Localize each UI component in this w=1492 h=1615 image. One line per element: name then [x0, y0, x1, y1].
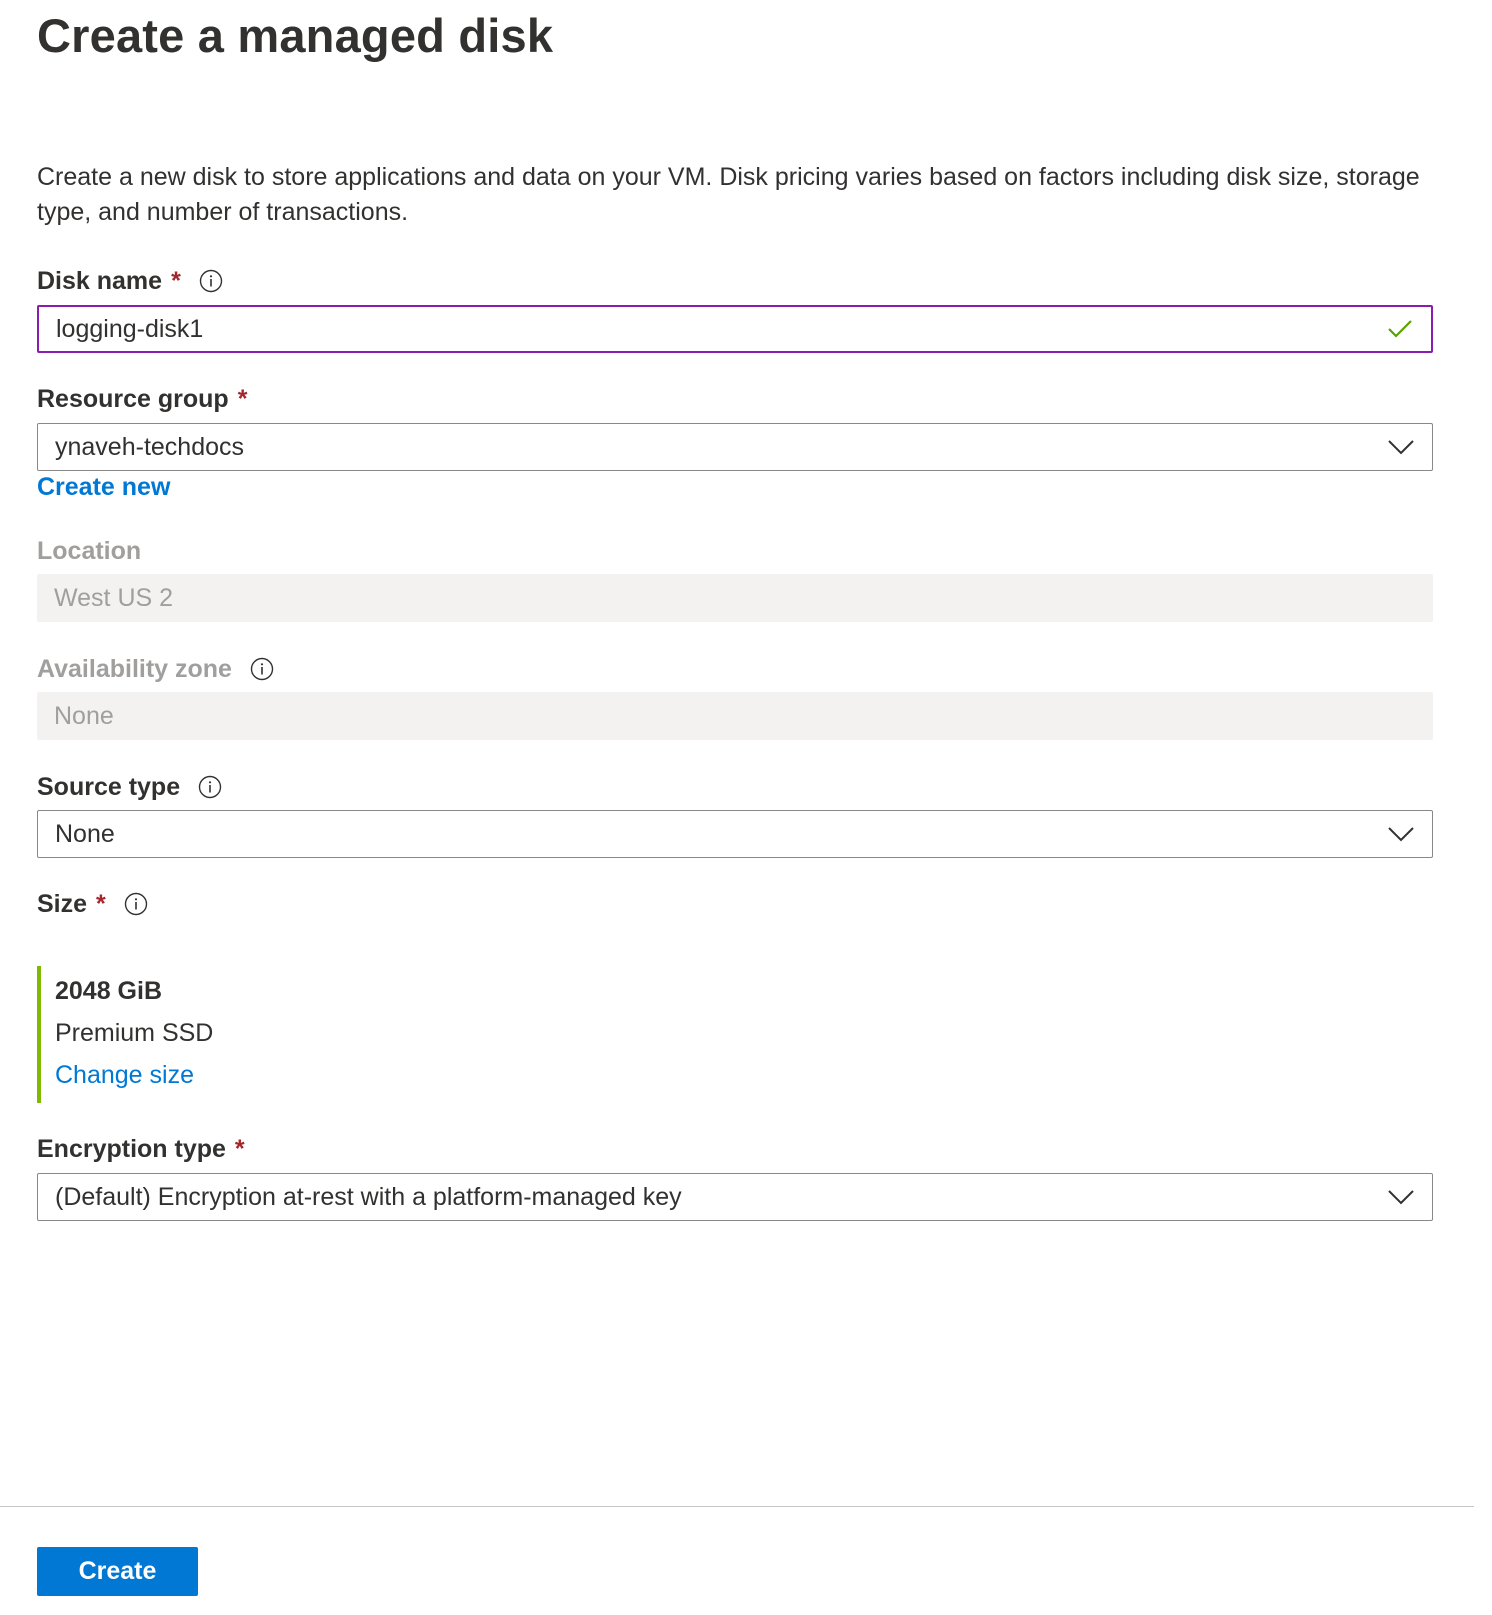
location-label: Location	[37, 536, 142, 565]
checkmark-icon	[1385, 314, 1415, 344]
availability-zone-field	[37, 692, 1433, 740]
resource-group-value: ynaveh-techdocs	[55, 432, 245, 461]
info-icon[interactable]	[198, 775, 222, 799]
size-summary	[37, 966, 437, 1103]
location-value: West US 2	[54, 583, 174, 612]
location-field	[37, 574, 1433, 622]
source-type-dropdown[interactable]	[37, 810, 1433, 858]
encryption-type-label-row	[37, 1132, 245, 1166]
disk-name-label-row	[37, 264, 223, 298]
chevron-down-icon	[1386, 819, 1416, 849]
change-size-link[interactable]: Change size	[55, 1061, 194, 1089]
create-button[interactable]: Create	[37, 1547, 198, 1596]
encryption-type-dropdown[interactable]	[37, 1173, 1433, 1221]
availability-zone-label-row	[37, 652, 274, 686]
required-marker: *	[171, 266, 181, 295]
required-marker: *	[237, 384, 248, 413]
page-title: Create a managed disk	[37, 9, 554, 62]
source-type-value: None	[55, 819, 115, 848]
create-new-resource-group-link[interactable]: Create new	[37, 473, 171, 501]
source-type-label: Source type	[37, 772, 181, 801]
size-label-row	[37, 887, 148, 921]
encryption-type-value: (Default) Encryption at-rest with a platform-managed key	[55, 1182, 682, 1211]
size-tier: Premium SSD	[55, 1019, 214, 1047]
location-label-row	[37, 534, 141, 568]
disk-name-value: logging-disk1	[56, 314, 204, 343]
encryption-type-label: Encryption type	[37, 1134, 226, 1163]
page-description: Create a new disk to store applications and data on your VM. Disk pricing varies based on factors including disk size, storage type, and number of transactions.	[37, 163, 1420, 226]
info-icon[interactable]	[250, 657, 274, 681]
info-icon[interactable]	[124, 892, 148, 916]
info-icon[interactable]	[199, 269, 223, 293]
required-marker: *	[96, 889, 106, 918]
required-marker: *	[234, 1134, 245, 1163]
source-type-label-row	[37, 770, 222, 804]
size-value: 2048 GiB	[55, 977, 163, 1005]
footer-divider	[0, 1506, 1474, 1507]
resource-group-dropdown[interactable]	[37, 423, 1433, 471]
resource-group-label: Resource group	[37, 384, 229, 413]
size-label: Size	[37, 889, 88, 918]
disk-name-input[interactable]	[37, 305, 1433, 353]
chevron-down-icon	[1386, 1182, 1416, 1212]
chevron-down-icon	[1386, 432, 1416, 462]
availability-zone-value: None	[54, 701, 114, 730]
disk-name-label: Disk name	[37, 266, 163, 295]
resource-group-label-row	[37, 382, 247, 416]
availability-zone-label: Availability zone	[37, 654, 232, 683]
